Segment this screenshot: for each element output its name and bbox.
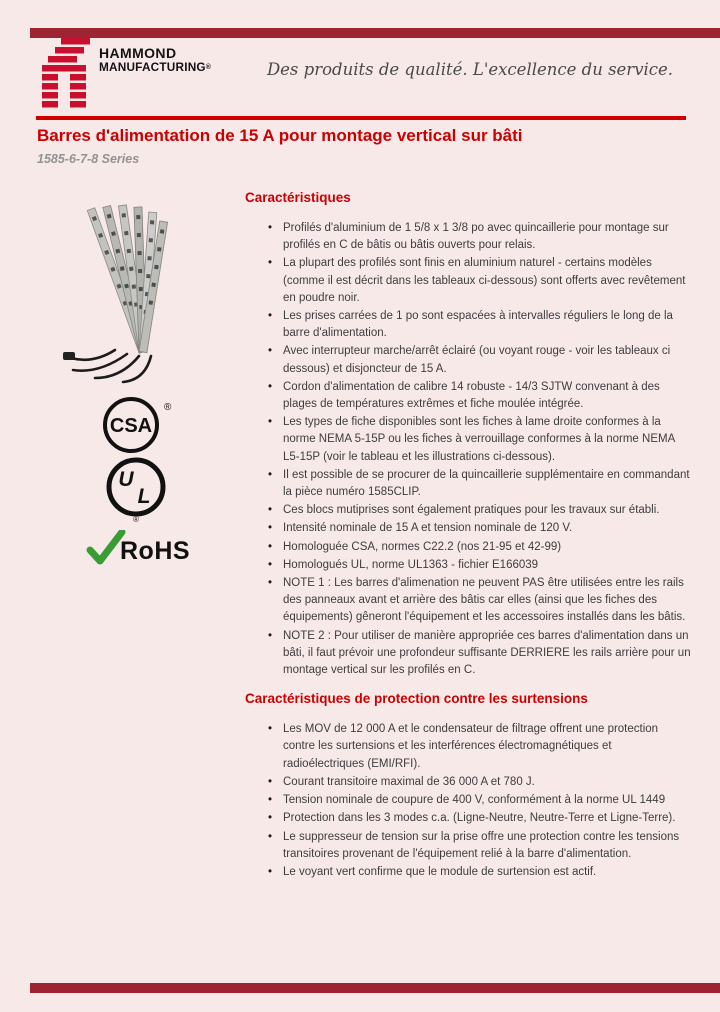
main-content bbox=[245, 190, 690, 882]
features-heading: Caractéristiques bbox=[245, 190, 351, 205]
bottom-accent-bar bbox=[30, 983, 720, 993]
title-rule bbox=[36, 116, 686, 120]
product-photo-power-bars bbox=[55, 190, 230, 390]
page-title: Barres d'alimentation de 15 A pour montage vertical sur bâti bbox=[37, 126, 523, 145]
feature-item: • Les types de fiche disponibles sont les fiches à lame droite conformes à la norme NEMA 5-15P ou les fiches à verrouillage conformes à la norme NEMA L5-15P (voir le tableau et les illustrations ci-dessous). bbox=[283, 414, 693, 466]
feature-item: • Homologués UL, norme UL1363 - fichier E166039 bbox=[283, 557, 693, 574]
rohs-label: RoHS bbox=[120, 537, 191, 565]
feature-item: • Les prises carrées de 1 po sont espacées à intervalles réguliers le long de la barre d'alimentation. bbox=[283, 308, 693, 342]
ul-label-l: L bbox=[137, 485, 151, 508]
ul-label-u: U bbox=[118, 468, 134, 491]
logo-line-hammond: HAMMOND bbox=[99, 45, 177, 61]
feature-item: • Protection dans les 3 modes c.a. (Ligne-Neutre, Neutre-Terre et Ligne-Terre). bbox=[283, 810, 693, 827]
feature-item: • Le suppresseur de tension sur la prise offre une protection contre les tensions transitoires provenant de l'équipement relié à la barre d'alimentation. bbox=[283, 829, 693, 863]
top-accent-bar bbox=[30, 28, 720, 38]
feature-item: • Intensité nominale de 15 A et tension nominale de 120 V. bbox=[283, 520, 693, 537]
features-list bbox=[283, 220, 693, 679]
csa-certification-icon bbox=[102, 396, 174, 459]
feature-item: • Le voyant vert confirme que le module de surtension est actif. bbox=[283, 864, 693, 881]
surge-heading: Caractéristiques de protection contre les surtensions bbox=[245, 691, 588, 707]
feature-item: • Courant transitoire maximal de 36 000 A et 780 J. bbox=[283, 774, 693, 791]
hammond-logo-text bbox=[99, 45, 211, 75]
csa-label: CSA bbox=[109, 415, 153, 437]
logo-line-manufacturing: MANUFACTURING® bbox=[99, 60, 212, 75]
feature-item: • Tension nominale de coupure de 400 V, conformément à la norme UL 1449 bbox=[283, 792, 693, 809]
tagline: Des produits de qualité. L'excellence du service. bbox=[266, 60, 674, 79]
rohs-compliance-icon bbox=[86, 530, 190, 566]
ul-registered-mark: ® bbox=[133, 515, 139, 524]
feature-item: • Avec interrupteur marche/arrêt éclairé (ou voyant rouge - voir les tableaux ci dessous) et disjoncteur de 15 A. bbox=[283, 343, 693, 377]
feature-item: • NOTE 2 : Pour utiliser de manière appropriée ces barres d'alimentation dans un bâti, il faut prévoir une profondeur suffisante DERRIERE les rails arrière pour un montage vertical sur les profilés en C. bbox=[283, 628, 693, 680]
registered-mark: ® bbox=[205, 64, 212, 72]
ul-certification-icon bbox=[104, 456, 172, 531]
feature-item: • Ces blocs mutiprises sont également pratiques pour les travaux sur établi. bbox=[283, 502, 693, 519]
feature-item: • Homologuée CSA, normes C22.2 (nos 21-95 et 42-99) bbox=[283, 539, 693, 556]
hammond-logo-icon bbox=[40, 38, 94, 115]
feature-item: • Les MOV de 12 000 A et le condensateur de filtrage offrent une protection contre les surtensions et les interférences électromagnétiques et radioélectriques (EMI/RFI). bbox=[283, 721, 693, 773]
feature-item: • La plupart des profilés sont finis en aluminium naturel - certains modèles (comme il est décrit dans les tableaux ci-dessous) sont offerts avec revêtement en poudre noir. bbox=[283, 255, 693, 307]
feature-item: • NOTE 1 : Les barres d'alimenation ne peuvent PAS être utilisées entre les rails des panneaux avant et arrière des bâtis car elles (ainsi que les fiches des équipements) gêneront l'équipement et les accessoires installés dans les bâtis. bbox=[283, 575, 693, 627]
feature-item: • Profilés d'aluminium de 1 5/8 x 1 3/8 po avec quincaillerie pour montage sur profilés en C de bâtis ou bâtis ouverts pour relais. bbox=[283, 220, 693, 254]
plug-icon bbox=[63, 352, 75, 360]
series-subtitle: 1585-6-7-8 Series bbox=[37, 152, 140, 166]
surge-list bbox=[283, 721, 693, 881]
feature-item: • Il est possible de se procurer de la quincaillerie supplémentaire en commandant la pièce numéro 1585CLIP. bbox=[283, 467, 693, 501]
csa-registered-mark: ® bbox=[164, 402, 172, 413]
feature-item: • Cordon d'alimentation de calibre 14 robuste - 14/3 SJTW convenant à des plages de températures extrêmes et fiche moulée intégrée. bbox=[283, 379, 693, 413]
